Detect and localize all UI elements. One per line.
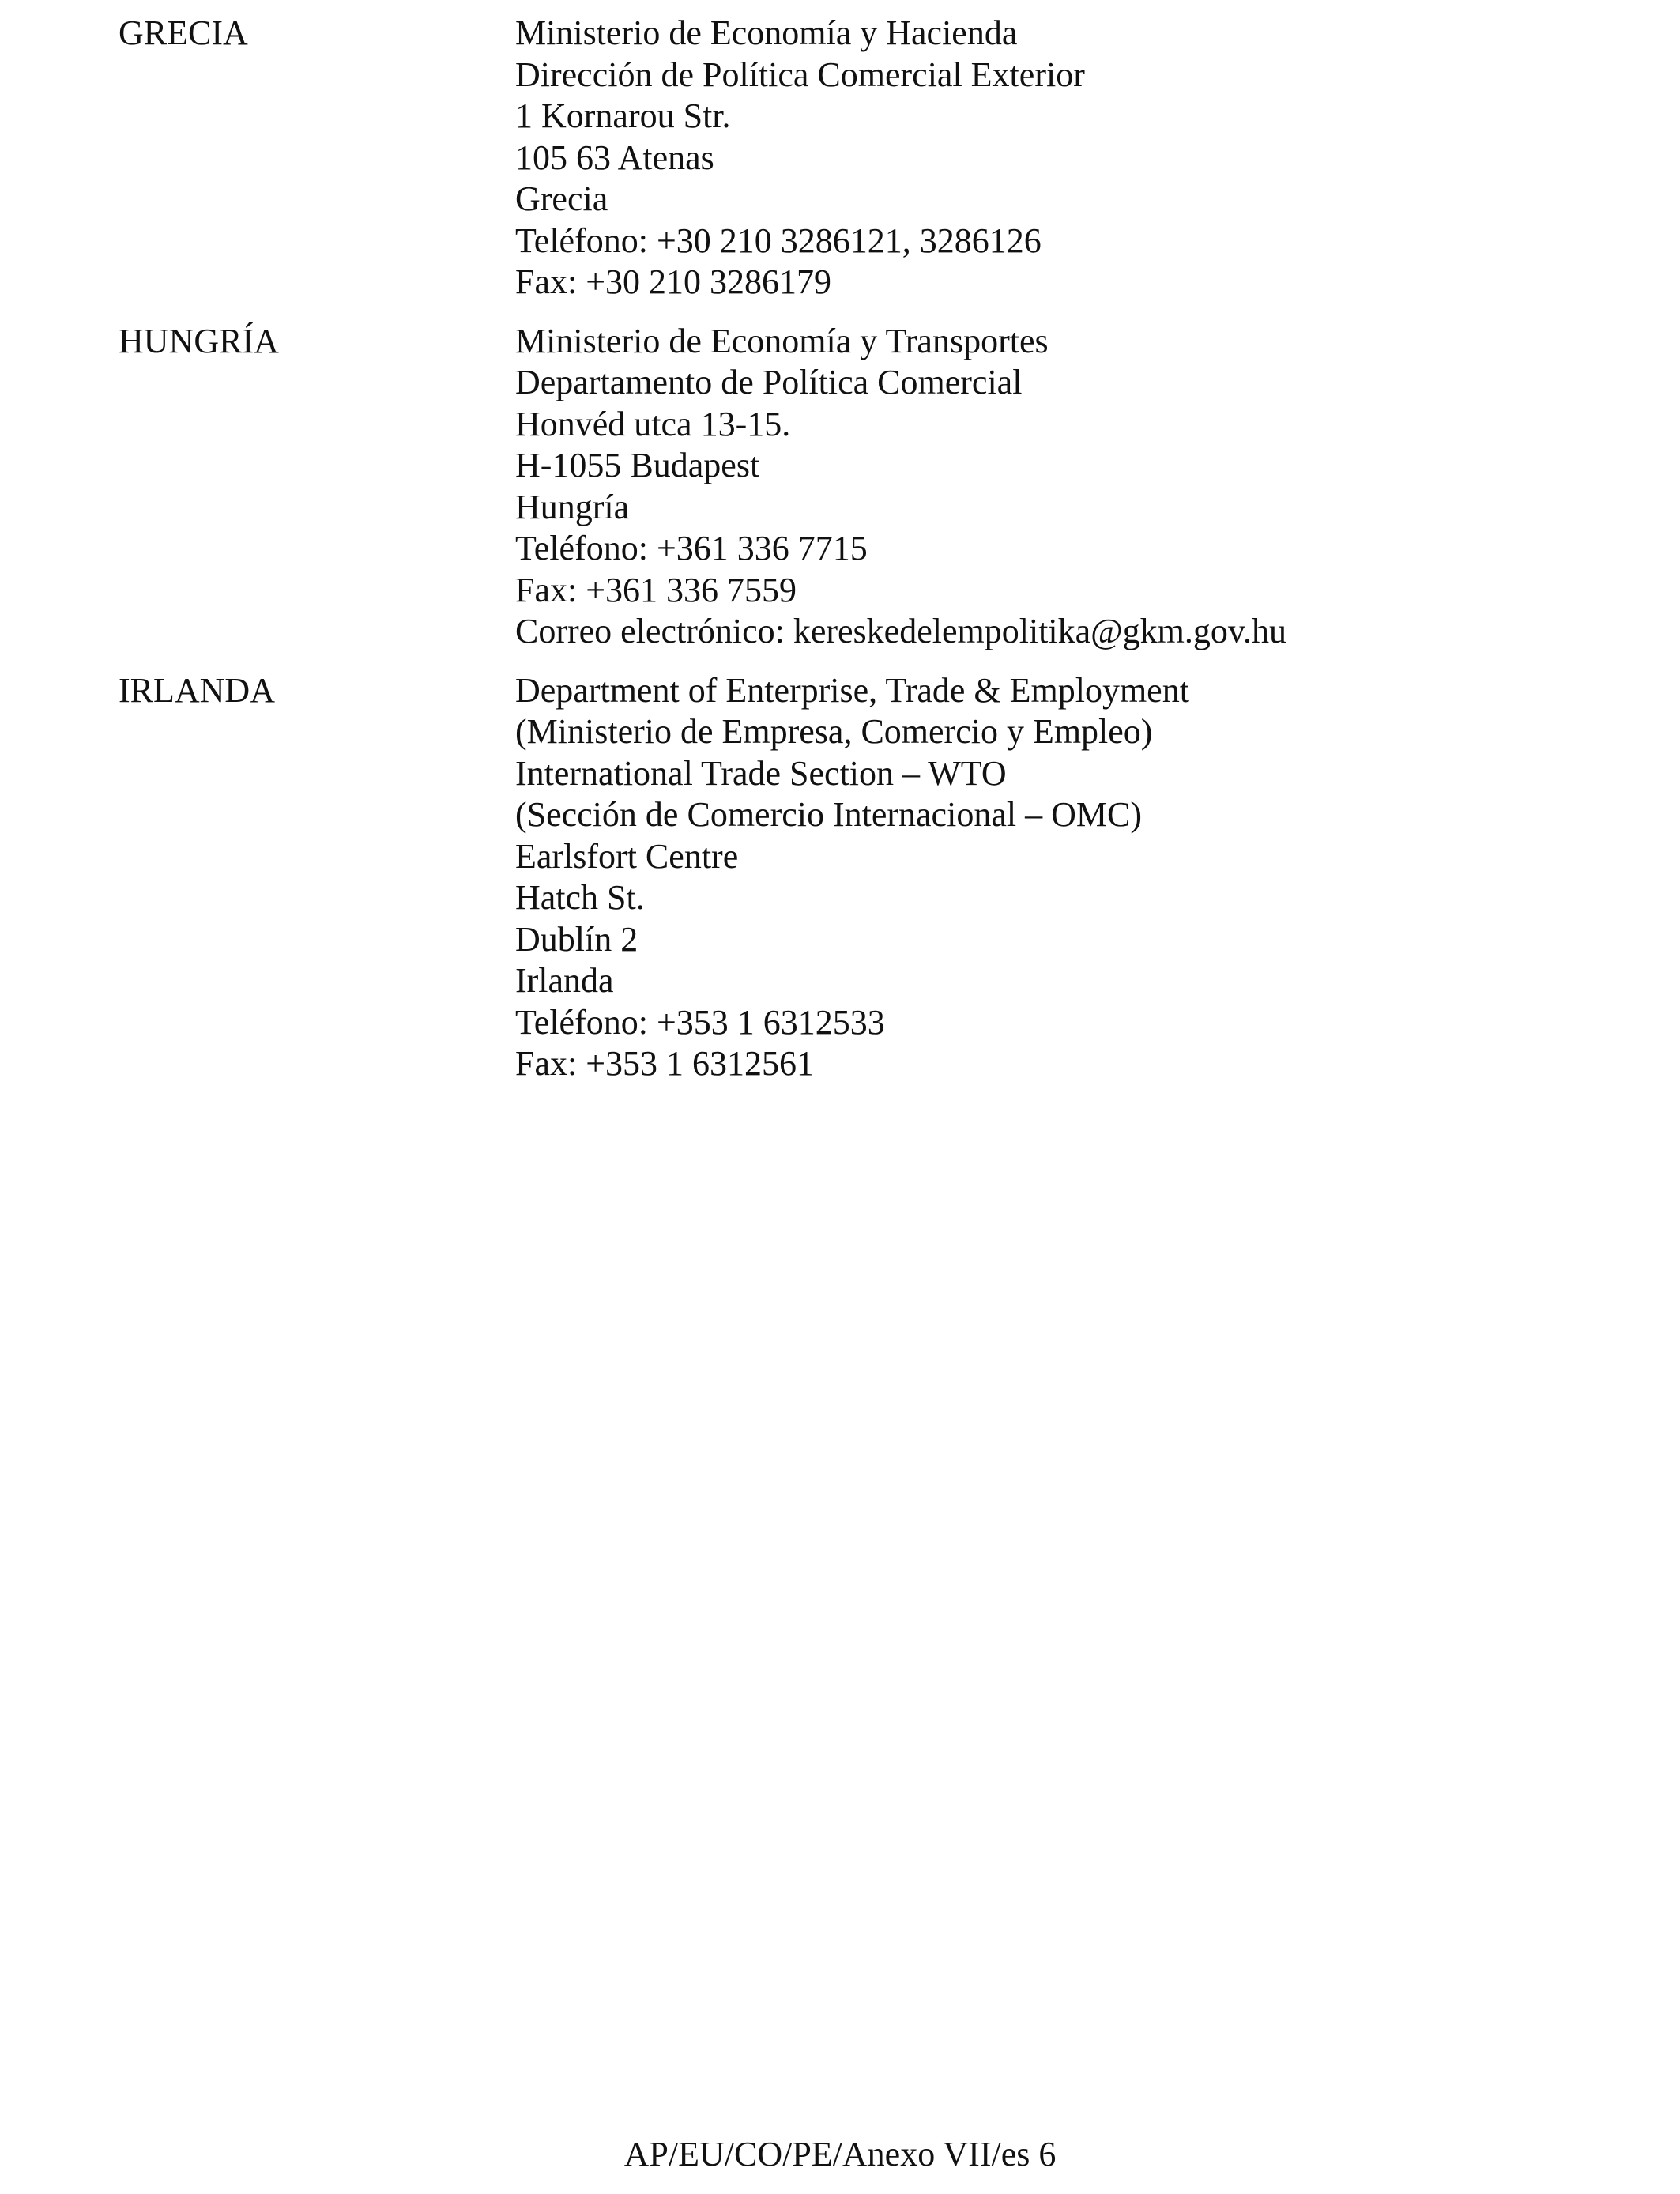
- address-block: [515, 321, 1588, 653]
- address-line: Grecia: [515, 179, 608, 218]
- address-line: (Ministerio de Empresa, Comercio y Empleo): [515, 712, 1153, 751]
- address-block: [515, 13, 1588, 303]
- address-line: Dirección de Política Comercial Exterior: [515, 55, 1085, 94]
- address-line: H-1055 Budapest: [515, 446, 760, 484]
- address-line: Honvéd utca 13-15.: [515, 404, 791, 443]
- contact-entries: [119, 13, 1588, 1103]
- fax-line: Fax: +361 336 7559: [515, 570, 797, 609]
- phone-line: Teléfono: +361 336 7715: [515, 529, 868, 567]
- address-line: Departamento de Política Comercial: [515, 363, 1023, 401]
- address-line: Hatch St.: [515, 878, 645, 917]
- address-line: (Sección de Comercio Internacional – OMC): [515, 795, 1142, 834]
- entry-grecia: [119, 13, 1588, 303]
- country-name: GRECIA: [119, 13, 248, 52]
- address-line: Hungría: [515, 487, 630, 526]
- country-name: HUNGRÍA: [119, 321, 279, 360]
- address-block: [515, 670, 1588, 1085]
- page-footer: AP/EU/CO/PE/Anexo VII/es 6: [623, 2135, 1057, 2173]
- address-line: Department of Enterprise, Trade & Employment: [515, 670, 1189, 710]
- address-line: Earlsfort Centre: [515, 836, 739, 876]
- entry-irlanda: [119, 670, 1588, 1085]
- fax-line: Fax: +30 210 3286179: [515, 262, 832, 301]
- email-line: Correo electrónico: kereskedelempolitika@gkm.gov.hu: [515, 612, 1287, 650]
- address-line: Ministerio de Economía y Transportes: [515, 321, 1049, 360]
- address-line: 105 63 Atenas: [515, 138, 714, 177]
- country-name: IRLANDA: [119, 670, 275, 710]
- phone-line: Teléfono: +30 210 3286121, 3286126: [515, 221, 1042, 260]
- address-line: Ministerio de Economía y Hacienda: [515, 13, 1018, 52]
- entry-hungria: [119, 321, 1588, 653]
- address-line: Dublín 2: [515, 919, 638, 959]
- address-line: Irlanda: [515, 961, 614, 1000]
- phone-line: Teléfono: +353 1 6312533: [515, 1002, 885, 1042]
- address-line: 1 Kornarou Str.: [515, 96, 731, 135]
- fax-line: Fax: +353 1 6312561: [515, 1044, 815, 1083]
- address-line: International Trade Section – WTO: [515, 753, 1007, 793]
